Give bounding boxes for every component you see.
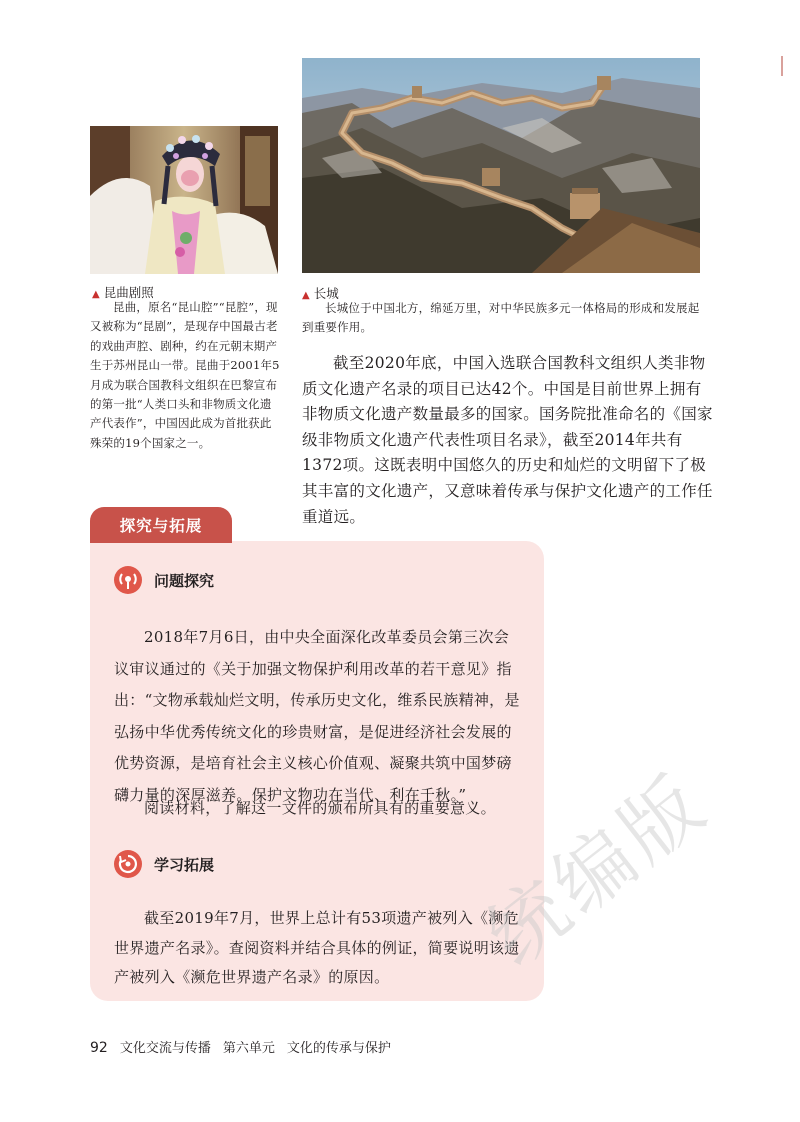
inquiry-icon bbox=[114, 566, 142, 594]
inquiry-heading bbox=[114, 566, 214, 594]
caption-triangle-icon: ▲ bbox=[302, 290, 310, 301]
extend-heading bbox=[114, 850, 214, 878]
kunqu-note: 昆曲，原名“昆山腔”“昆腔”，现又被称为“昆剧”，是现存中国最古老的戏曲声腔、剧种，约在元朝末期产生于苏州昆山一带。昆曲于2001年5月成为联合国教科文组织在巴黎宣布的第一批“人类口头和非物质文化遗产代表作”，中国因此成为首批获此殊荣的19个国家之一。 bbox=[90, 300, 280, 450]
page-number: 92 bbox=[90, 1040, 108, 1056]
great-wall-caption-text: 长城 bbox=[313, 286, 339, 301]
extend-icon bbox=[114, 850, 142, 878]
inquiry-heading-text: 问题探究 bbox=[154, 571, 215, 590]
inquiry-task: 阅读材料，了解这一文件的颁布所具有的重要意义。 bbox=[144, 799, 496, 817]
caption-triangle-icon: ▲ bbox=[92, 289, 100, 300]
great-wall-note: 长城位于中国北方，绵延万里，对中华民族多元一体格局的形成和发展起到重要作用。 bbox=[302, 301, 700, 335]
explore-tab-label: 探究与拓展 bbox=[119, 517, 203, 535]
great-wall-photo bbox=[302, 58, 700, 273]
kunqu-opera-photo bbox=[90, 126, 278, 274]
kunqu-caption-text: 昆曲剧照 bbox=[103, 285, 154, 300]
main-paragraph: 截至2020年底，中国入选联合国教科文组织人类非物质文化遗产名录的项目已达42个。中国是目前世界上拥有非物质文化遗产数量最多的国家。国务院批准命名的《国家级非物质文化遗产代表性项目名录》，截至2014年共有1372项。这既表明中国悠久的历史和灿烂的文明留下了极其丰富的文化遗产，又意味着传承与保护文化遗产的工作任重道远。 bbox=[302, 354, 713, 526]
watermark: 统编版 bbox=[470, 757, 725, 984]
page-footer bbox=[90, 1037, 391, 1056]
extend-paragraph: 截至2019年7月，世界上总计有53项遗产被列入《濒危世界遗产名录》。查阅资料并结合具体的例证，简要说明该遗产被列入《濒危世界遗产名录》的原因。 bbox=[114, 909, 520, 986]
corner-mark bbox=[781, 56, 783, 76]
footer-unit: 第六单元 bbox=[222, 1041, 275, 1056]
extend-heading-text: 学习拓展 bbox=[154, 855, 215, 874]
footer-unit-title: 文化的传承与保护 bbox=[286, 1041, 391, 1056]
explore-tab bbox=[90, 507, 232, 543]
footer-book: 文化交流与传播 bbox=[119, 1041, 211, 1056]
inquiry-paragraph: 2018年7月6日，由中央全面深化改革委员会第三次会议审议通过的《关于加强文物保护利用改革的若干意见》指出：“文物承载灿烂文明，传承历史文化，维系民族精神，是弘扬中华优秀传统文化的珍贵财富，是促进经济社会发展的优势资源，是培育社会主义核心价值观、凝聚共筑中国梦磅礴力量的深厚滋养。保护文物功在当代、利在千秋。” bbox=[114, 628, 520, 804]
